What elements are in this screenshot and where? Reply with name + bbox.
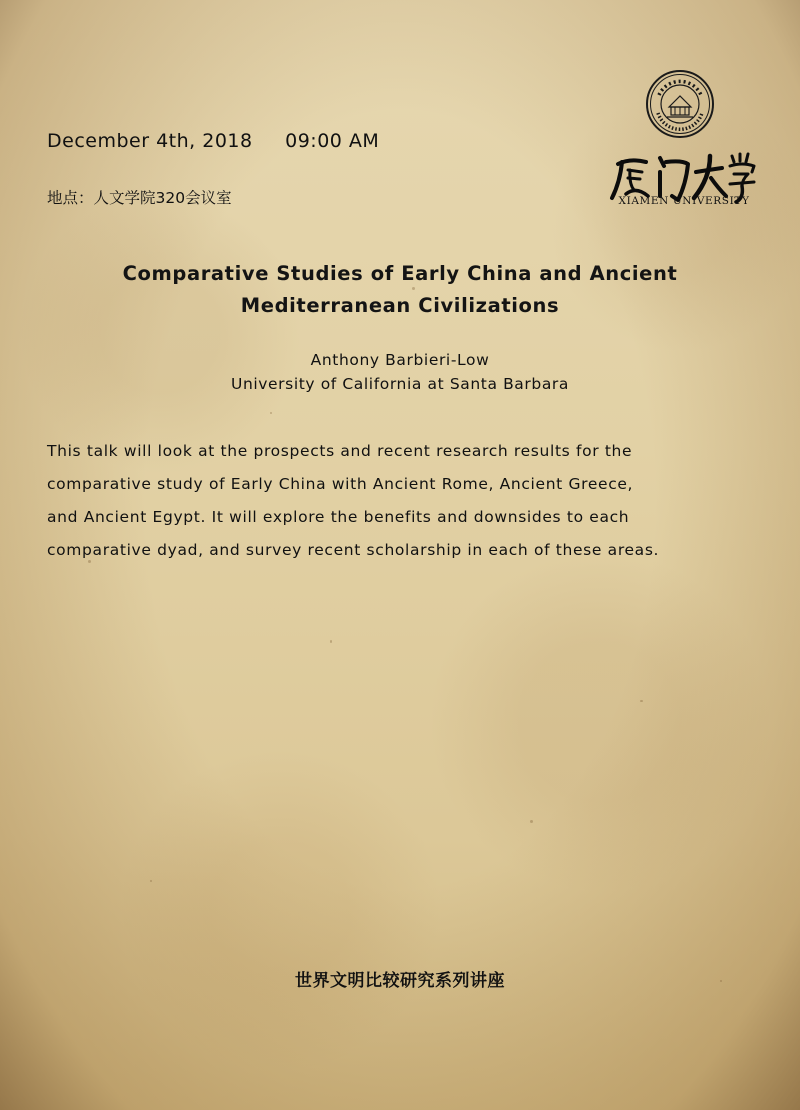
talk-title bbox=[60, 258, 740, 322]
talk-abstract bbox=[47, 435, 767, 567]
event-date: December 4th, 2018 bbox=[47, 130, 253, 152]
speaker-affiliation: University of California at Santa Barbara bbox=[231, 375, 569, 393]
abstract-line: comparative dyad, and survey recent scholarship in each of these areas. bbox=[47, 541, 660, 559]
university-seal-icon bbox=[645, 69, 715, 139]
abstract-line: This talk will look at the prospects and recent research results for the bbox=[47, 442, 633, 460]
lecture-series-name: 世界文明比较研究系列讲座 bbox=[295, 971, 505, 991]
xiamen-university-logo bbox=[600, 66, 770, 216]
speaker-block bbox=[60, 348, 740, 396]
speaker-name: Anthony Barbieri-Low bbox=[310, 351, 490, 369]
event-venue: 地点：人文学院320会议室 bbox=[47, 189, 232, 207]
abstract-line: and Ancient Egypt. It will explore the benefits and downsides to each bbox=[47, 508, 630, 526]
event-time: 09:00 AM bbox=[285, 130, 380, 152]
talk-title-line-1: Comparative Studies of Early China and Ancient bbox=[122, 262, 678, 285]
abstract-line: comparative study of Early China with Ancient Rome, Ancient Greece, bbox=[47, 475, 634, 493]
event-datetime bbox=[47, 130, 379, 152]
talk-title-line-2: Mediterranean Civilizations bbox=[240, 294, 560, 317]
university-english-name: XIAMEN UNIVERSITY bbox=[618, 195, 750, 207]
